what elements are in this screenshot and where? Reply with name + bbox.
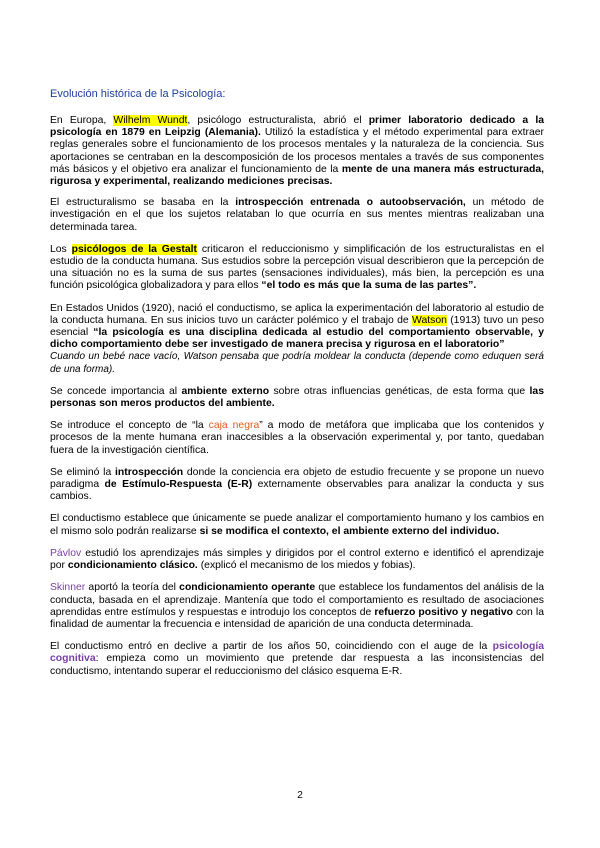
paragraph-ambiente [50,386,544,410]
page-number: 2 [297,790,303,801]
paragraph-gestalt [50,244,544,293]
psicologia-cognitiva-term: psicología cognitiva [50,641,544,665]
text-span: El conductismo entró en declive a partir de los años 50, coincidiendo con el auge de la [50,641,493,653]
text-span: Los [50,243,72,255]
caja-negra-term: caja negra [208,420,260,432]
text-span: Se eliminó la [50,466,115,478]
paragraph-cognitiva [50,641,544,678]
text-span: (explicó el mecanismo de los miedos y fobias). [197,560,416,572]
text-span: , psicólogo estructuralista, abrió el [187,115,369,126]
bold-text: introspección entrenada o autoobservación, [235,197,466,209]
bold-text: primer laboratorio dedicado a la psicología en 1879 en Leipzig (Alemania). [50,115,544,139]
page-content [50,88,544,688]
text-span: estudió los aprendizajes más simples y dirigidos por el control externo e identificó el aprendizaje por [50,547,544,572]
text-span: ” a modo de metáfora que implicaba que los contenidos y procesos de la mente humana eran inaccesibles a la observación experimental y, por tanto, quedaban fuera de la investigación científica. [50,420,544,456]
bold-text: “el todo es más que la suma de las partes”. [261,280,477,292]
text-span: El estructuralismo se basaba en la [50,197,236,209]
highlight-watson: Watson [412,314,447,326]
text-span: : empieza como un movimiento que pretende dar respuesta a las inconsistencias del conductismo, intentando superar el reduccionismo del clásico esquema E-R. [50,653,544,677]
bold-text: si se modifica el contexto, el ambiente externo del individuo. [199,525,500,537]
text-span: Se concede importancia al [50,385,182,397]
text-span: externamente observables para analizar la conducta y sus cambios. [50,479,545,503]
text-span: aportó la teoría del [85,582,180,594]
text-span: criticaron el reduccionismo y simplificación de los estructuralistas en el estudio de la conducta humana. Sus estudios sobre la percepción visual describieron que la percepción de una situación no es la suma de sus partes (sensaciones individuales), más bien, la percepción es una función psicológica globalizadora y para ellos [50,243,545,292]
text-span: Utilizó la estadística y el método experimental para extraer reglas generales sobre el funcionamiento de los procesos mentales y la naturaleza de la conciencia. Sus aportaciones se centraban en la descomposición de los procesos mentales a través de sus componentes más básicos y el objetivo era analizar el funcionamiento de la [50,127,545,175]
name-skinner: Skinner [50,582,86,594]
bold-text: introspección [115,466,184,478]
text-span: que establece los fundamentos del análisis de la conducta, basada en el aprendizaje. Mantenía que todo el comportamiento es resultado de asociaciones aprendidas entre estímulos y respuestas e introdujo los conceptos de [50,582,544,618]
italic-note: Cuando un bebé nace vacío, Watson pensaba que podría moldear la conducta (depende como eduquen será de una forma). [50,351,544,375]
text-span: En Estados Unidos (1920), nació el conductismo, se aplica la experimentación del laboratorio al estudio de la conducta humana. En sus inicios tuvo un carácter polémico y el trabajo de [50,302,544,326]
section-heading: Evolución histórica de la Psicología: [50,88,226,100]
text-span: donde la conciencia era objeto de estudio frecuente y se propone un nuevo paradigma [50,466,544,491]
bold-text: de Estímulo-Respuesta (E-R) [104,479,253,491]
paragraph-caja-negra [50,420,544,457]
paragraph-introspeccion [50,467,544,504]
bold-text: condicionamiento operante [179,582,316,594]
highlight-gestalt: psicólogos de la Gestalt [71,243,198,255]
name-pavlov: Pávlov [50,547,82,559]
text-span: Se introduce el concepto de “la [50,420,209,432]
bold-text: refuerzo positivo y negativo [374,606,513,618]
text-span: con la finalidad de aumentar la frecuencia e intensidad de aparición de una conducta determinada. [50,606,544,630]
bold-text: las personas son meros productos del ambiente. [50,385,544,410]
text-span: (1913) tuvo un peso esencial [50,314,544,339]
bold-text: mente de una manera más estructurada, rigurosa y experimental, realizando mediciones precisas. [50,163,544,188]
bold-text: condicionamiento clásico. [67,560,198,572]
highlight-wundt: Wilhelm Wundt [113,115,188,126]
paragraph-estructuralismo [50,197,544,234]
paragraph-conductismo [50,303,544,376]
text-span: El conductismo establece que únicamente se puede analizar el comportamiento humano y los cambios en el mismo solo podrán realizarse [50,513,544,537]
bold-text: ambiente externo [181,385,270,397]
bold-text: “la psicología es una disciplina dedicada al estudio del comportamiento observable, y dicho comportamiento debe ser investigado de manera precisa y rigurosa en el laboratorio” [50,327,544,351]
text-span: sobre otras influencias genéticas, de esta forma que [269,385,530,397]
paragraph-wundt [50,115,544,188]
paragraph-skinner [50,582,544,631]
text-span: un método de investigación en el que los sujetos relataban lo que ocurría en sus mentes mientras realizaban una determinada tarea. [50,197,545,233]
text-span: En Europa, [50,115,114,126]
paragraph-contexto [50,513,544,537]
paragraph-pavlov [50,548,544,572]
